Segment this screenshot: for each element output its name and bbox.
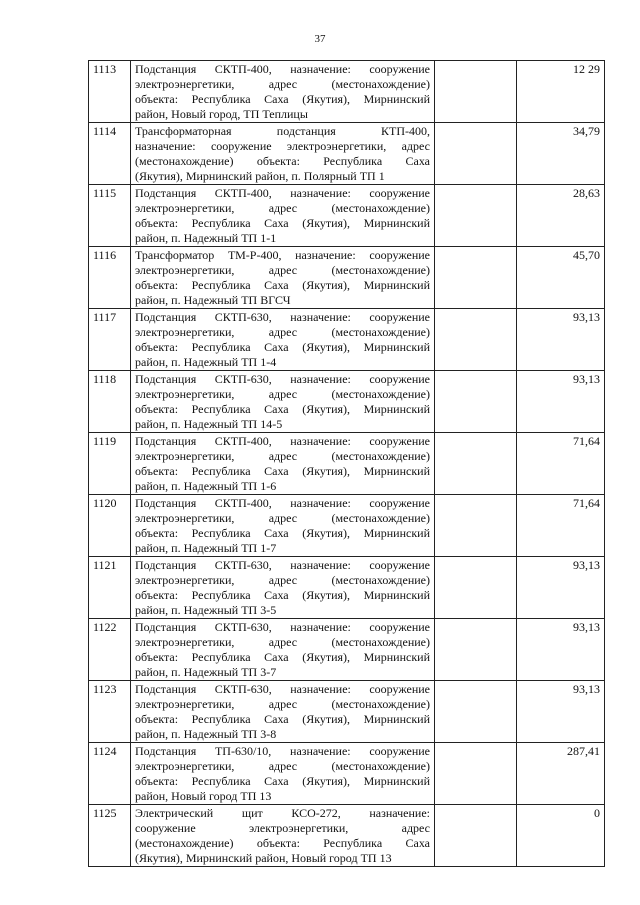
description-line: Подстанция ТП-630/10, назначение: сооружение — [135, 744, 430, 758]
table-row — [89, 557, 605, 619]
description-line: объекта: Республика Саха (Якутия), Мирнинский — [135, 526, 430, 540]
table-row — [89, 185, 605, 247]
description-line: электроэнергетики, адрес (местонахождение) — [135, 77, 430, 91]
object-description — [131, 557, 435, 619]
object-value: 93,13 — [517, 557, 605, 619]
row-number: 1122 — [89, 619, 131, 681]
object-value: 93,13 — [517, 309, 605, 371]
object-value: 28,63 — [517, 185, 605, 247]
description-line: Подстанция СКТП-400, назначение: сооружение — [135, 62, 430, 76]
description-line: Подстанция СКТП-400, назначение: сооружение — [135, 186, 430, 200]
object-description — [131, 433, 435, 495]
row-number: 1114 — [89, 123, 131, 185]
table-row — [89, 61, 605, 123]
object-description — [131, 123, 435, 185]
table-row — [89, 681, 605, 743]
row-number: 1121 — [89, 557, 131, 619]
description-line: электроэнергетики, адрес (местонахождение) — [135, 201, 430, 215]
description-line: район, п. Надежный ТП 3-7 — [135, 665, 277, 679]
description-line: объекта: Республика Саха (Якутия), Мирнинский — [135, 588, 430, 602]
empty-cell — [435, 247, 517, 309]
row-number: 1119 — [89, 433, 131, 495]
object-value: 0 — [517, 805, 605, 867]
object-value: 287,41 — [517, 743, 605, 805]
empty-cell — [435, 681, 517, 743]
object-description — [131, 61, 435, 123]
row-number: 1113 — [89, 61, 131, 123]
empty-cell — [435, 61, 517, 123]
description-line: район, п. Надежный ТП 1-4 — [135, 355, 277, 369]
description-line: электроэнергетики, адрес (местонахождение) — [135, 263, 430, 277]
empty-cell — [435, 123, 517, 185]
description-line: сооружение электроэнергетики, адрес — [135, 821, 430, 835]
description-line: район, п. Надежный ТП 3-8 — [135, 727, 277, 741]
row-number: 1115 — [89, 185, 131, 247]
object-value: 34,79 — [517, 123, 605, 185]
description-line: электроэнергетики, адрес (местонахождение) — [135, 635, 430, 649]
description-line: район, п. Надежный ТП 1-6 — [135, 479, 277, 493]
description-line: электроэнергетики, адрес (местонахождение) — [135, 325, 430, 339]
description-line: Электрический щит КСО-272, назначение: — [135, 806, 430, 820]
row-number: 1118 — [89, 371, 131, 433]
description-line: район, Новый город ТП 13 — [135, 789, 272, 803]
empty-cell — [435, 557, 517, 619]
description-line: электроэнергетики, адрес (местонахождение) — [135, 697, 430, 711]
object-value: 71,64 — [517, 433, 605, 495]
row-number: 1116 — [89, 247, 131, 309]
description-line: электроэнергетики, адрес (местонахождение) — [135, 449, 430, 463]
table-row — [89, 805, 605, 867]
description-line: (Якутия), Мирнинский район, Новый город ТП 13 — [135, 851, 392, 865]
description-line: объекта: Республика Саха (Якутия), Мирнинский — [135, 278, 430, 292]
empty-cell — [435, 495, 517, 557]
table-row — [89, 247, 605, 309]
row-number: 1123 — [89, 681, 131, 743]
description-line: объекта: Республика Саха (Якутия), Мирнинский — [135, 464, 430, 478]
description-line: объекта: Республика Саха (Якутия), Мирнинский — [135, 92, 430, 106]
empty-cell — [435, 309, 517, 371]
description-line: Трансформатор ТМ-Р-400, назначение: сооружение — [135, 248, 430, 262]
object-value: 93,13 — [517, 619, 605, 681]
empty-cell — [435, 371, 517, 433]
object-value: 45,70 — [517, 247, 605, 309]
object-value: 93,13 — [517, 681, 605, 743]
description-line: Подстанция СКТП-400, назначение: сооружение — [135, 496, 430, 510]
empty-cell — [435, 743, 517, 805]
description-line: (Якутия), Мирнинский район, п. Полярный ТП 1 — [135, 169, 385, 183]
row-number: 1124 — [89, 743, 131, 805]
description-line: электроэнергетики, адрес (местонахождение) — [135, 573, 430, 587]
table-row — [89, 371, 605, 433]
description-line: объекта: Республика Саха (Якутия), Мирнинский — [135, 216, 430, 230]
object-value: 93,13 — [517, 371, 605, 433]
description-line: Подстанция СКТП-630, назначение: сооружение — [135, 372, 430, 386]
empty-cell — [435, 433, 517, 495]
description-line: Подстанция СКТП-630, назначение: сооружение — [135, 682, 430, 696]
description-line: район, п. Надежный ТП 3-5 — [135, 603, 277, 617]
object-description — [131, 805, 435, 867]
description-line: Трансформаторная подстанция КТП-400, — [135, 124, 430, 138]
empty-cell — [435, 805, 517, 867]
description-line: назначение: сооружение электроэнергетики, адрес — [135, 139, 430, 153]
description-line: объекта: Республика Саха (Якутия), Мирнинский — [135, 774, 430, 788]
description-line: район, п. Надежный ТП 14-5 — [135, 417, 283, 431]
object-description — [131, 681, 435, 743]
description-line: объекта: Республика Саха (Якутия), Мирнинский — [135, 650, 430, 664]
empty-cell — [435, 185, 517, 247]
description-line: Подстанция СКТП-630, назначение: сооружение — [135, 620, 430, 634]
description-line: электроэнергетики, адрес (местонахождение) — [135, 387, 430, 401]
object-description — [131, 371, 435, 433]
object-value: 12 29 — [517, 61, 605, 123]
empty-cell — [435, 619, 517, 681]
description-line: район, Новый город, ТП Теплицы — [135, 107, 308, 121]
table-row — [89, 123, 605, 185]
object-description — [131, 495, 435, 557]
description-line: объекта: Республика Саха (Якутия), Мирнинский — [135, 712, 430, 726]
object-description — [131, 619, 435, 681]
description-line: Подстанция СКТП-630, назначение: сооружение — [135, 558, 430, 572]
description-line: район, п. Надежный ТП ВГСЧ — [135, 293, 291, 307]
table-row — [89, 309, 605, 371]
row-number: 1125 — [89, 805, 131, 867]
registry-table-body — [89, 61, 605, 867]
description-line: объекта: Республика Саха (Якутия), Мирнинский — [135, 340, 430, 354]
object-description — [131, 185, 435, 247]
registry-table — [88, 60, 605, 867]
object-description — [131, 743, 435, 805]
description-line: (местонахождение) объекта: Республика Саха — [135, 154, 430, 168]
description-line: район, п. Надежный ТП 1-7 — [135, 541, 277, 555]
table-row — [89, 433, 605, 495]
description-line: электроэнергетики, адрес (местонахождение) — [135, 511, 430, 525]
table-row — [89, 743, 605, 805]
description-line: (местонахождение) объекта: Республика Саха — [135, 836, 430, 850]
description-line: Подстанция СКТП-630, назначение: сооружение — [135, 310, 430, 324]
description-line: объекта: Республика Саха (Якутия), Мирнинский — [135, 402, 430, 416]
object-description — [131, 247, 435, 309]
page-number: 37 — [314, 33, 326, 45]
table-row — [89, 619, 605, 681]
object-value: 71,64 — [517, 495, 605, 557]
row-number: 1117 — [89, 309, 131, 371]
description-line: район, п. Надежный ТП 1-1 — [135, 231, 277, 245]
table-row — [89, 495, 605, 557]
row-number: 1120 — [89, 495, 131, 557]
object-description — [131, 309, 435, 371]
description-line: Подстанция СКТП-400, назначение: сооружение — [135, 434, 430, 448]
description-line: электроэнергетики, адрес (местонахождение) — [135, 759, 430, 773]
